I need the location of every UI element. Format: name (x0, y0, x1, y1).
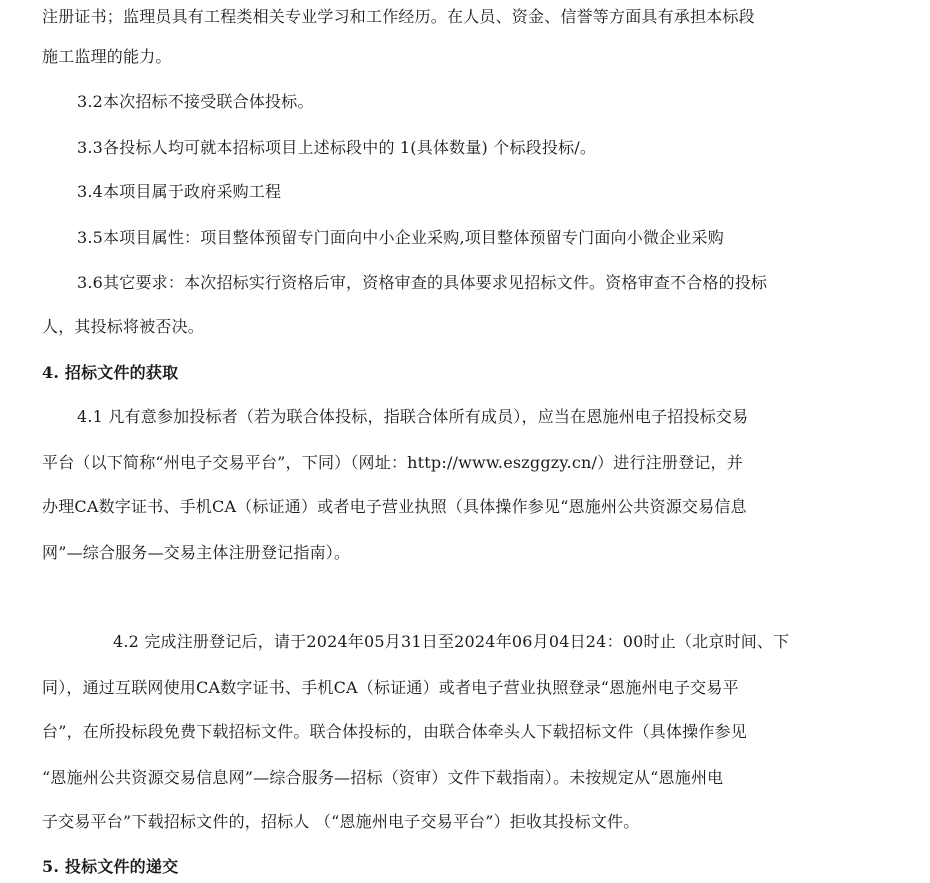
paragraph-line: 子交易平台”下载招标文件的，招标人 （“恩施州电子交易平台”）拒收其投标文件。 (42, 812, 640, 831)
paragraph-line: 网”—综合服务—交易主体注册登记指南）。 (42, 543, 351, 562)
paragraph-line: 台”，在所投标段免费下载招标文件。联合体投标的，由联合体牵头人下载招标文件（具体操作参见 (42, 722, 747, 741)
clause-3-5: 3.5本项目属性：项目整体预留专门面向中小企业采购,项目整体预留专门面向小微企业采购 (77, 228, 724, 247)
paragraph-line: 平台（以下简称“州电子交易平台”，下同）（网址：http://www.eszggzy.cn/）进行注册登记，并 (42, 453, 743, 472)
clause-3-2: 3.2本次招标不接受联合体投标。 (77, 92, 314, 111)
section-heading-4: 4. 招标文件的获取 (42, 363, 179, 382)
paragraph-line: 同），通过互联网使用CA数字证书、手机CA（标证通）或者电子营业执照登录“恩施州电子交易平 (42, 678, 739, 697)
paragraph-line: 施工监理的能力。 (42, 47, 172, 66)
paragraph-line: 人，其投标将被否决。 (42, 317, 205, 336)
paragraph-line: 办理CA数字证书、手机CA（标证通）或者电子营业执照（具体操作参见“恩施州公共资源交易信息 (42, 497, 747, 516)
clause-3-3: 3.3各投标人均可就本招标项目上述标段中的 1(具体数量) 个标段投标/。 (77, 138, 597, 157)
clause-4-1: 4.1 凡有意参加投标者（若为联合体投标，指联合体所有成员），应当在恩施州电子招投标交易 (77, 407, 749, 426)
paragraph-line: 注册证书；监理员具有工程类相关专业学习和工作经历。在人员、资金、信誉等方面具有承担本标段 (42, 7, 755, 26)
clause-3-4: 3.4本项目属于政府采购工程 (77, 182, 282, 201)
section-heading-5: 5. 投标文件的递交 (42, 857, 179, 876)
clause-3-6: 3.6其它要求：本次招标实行资格后审，资格审查的具体要求见招标文件。资格审查不合格的投标 (77, 273, 768, 292)
paragraph-line: “恩施州公共资源交易信息网”—综合服务—招标（资审）文件下载指南）。未按规定从“恩施州电 (42, 768, 724, 787)
clause-4-2: 4.2 完成注册登记后，请于2024年05月31日至2024年06月04日24：00时止（北京时间、下 (113, 632, 790, 651)
